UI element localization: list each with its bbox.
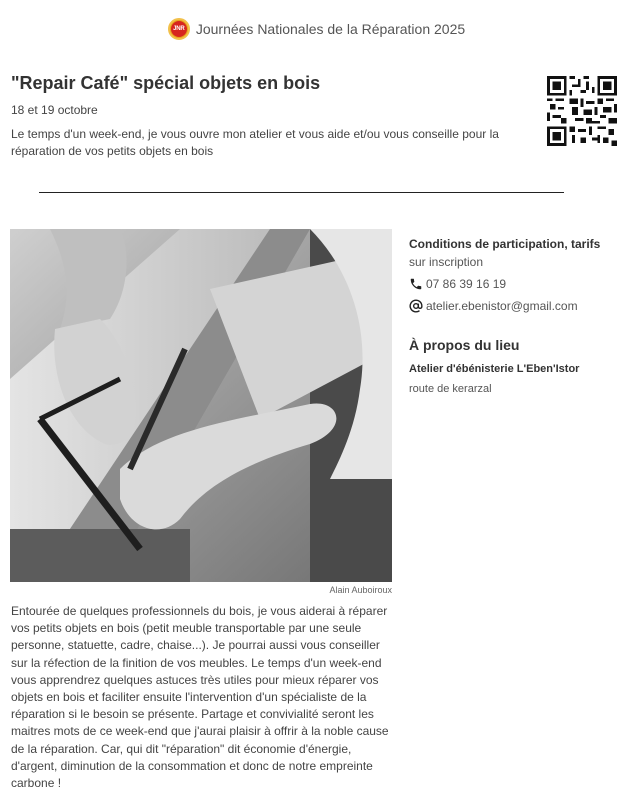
about-venue-title: À propos du lieu — [409, 337, 520, 353]
event-description: Entourée de quelques professionnels du bois, je vous aiderai à réparer vos petits objets en bois (petit meuble transportable par une seule personne, statuette, cadre, chaise...). Je pourrai aussi vous conseiller sur la réfection de la finition de vos meubles. Le temps d'un week-end vous apprendrez quelques astuces très utiles pour mieux réparer vos objets en bois et faciliter ensuite l'intervention d'un spécialiste de la réparation si le besoin se présente. Partage et convivialité seront les maitres mots de ce week-end que j'aurai plaisir à offrir à la noble cause de la réparation. Car, qui dit "réparation" dit économie d'énergie, d'argent, diminution de la consommation et donc de notre empreinte carbone ! — [11, 604, 389, 791]
venue-name: Atelier d'ébénisterie L'Eben'Istor — [409, 363, 580, 375]
site-header — [0, 16, 633, 42]
venue-address: route de kerarzal — [409, 383, 492, 395]
event-sidebar — [409, 237, 624, 395]
event-title: "Repair Café" spécial objets en bois — [11, 73, 321, 93]
qr-code — [547, 76, 617, 146]
event-intro: Le temps d'un week-end, je vous ouvre mon atelier et vous aide et/ou vous conseille pour la réparation de vos petits objets en bois — [11, 127, 499, 158]
site-name[interactable]: Journées Nationales de la Réparation 2025 — [195, 21, 466, 37]
at-sign-icon — [409, 299, 423, 313]
phone-contact[interactable] — [409, 277, 624, 291]
phone-icon — [409, 277, 423, 291]
conditions-title: Conditions de participation, tarifs — [409, 237, 601, 251]
jnr-logo[interactable] — [168, 18, 190, 40]
workshop-photo — [10, 229, 392, 582]
jnr-logo-text: JNR — [171, 21, 187, 37]
conditions-value: sur inscription — [409, 255, 484, 269]
photo-credit: Alain Auboiroux — [329, 585, 392, 595]
section-divider — [39, 192, 564, 193]
email-contact[interactable] — [409, 299, 624, 313]
email-address[interactable]: atelier.ebenistor@gmail.com — [426, 299, 578, 313]
event-dates: 18 et 19 octobre — [11, 103, 98, 117]
phone-number[interactable]: 07 86 39 16 19 — [426, 277, 507, 291]
